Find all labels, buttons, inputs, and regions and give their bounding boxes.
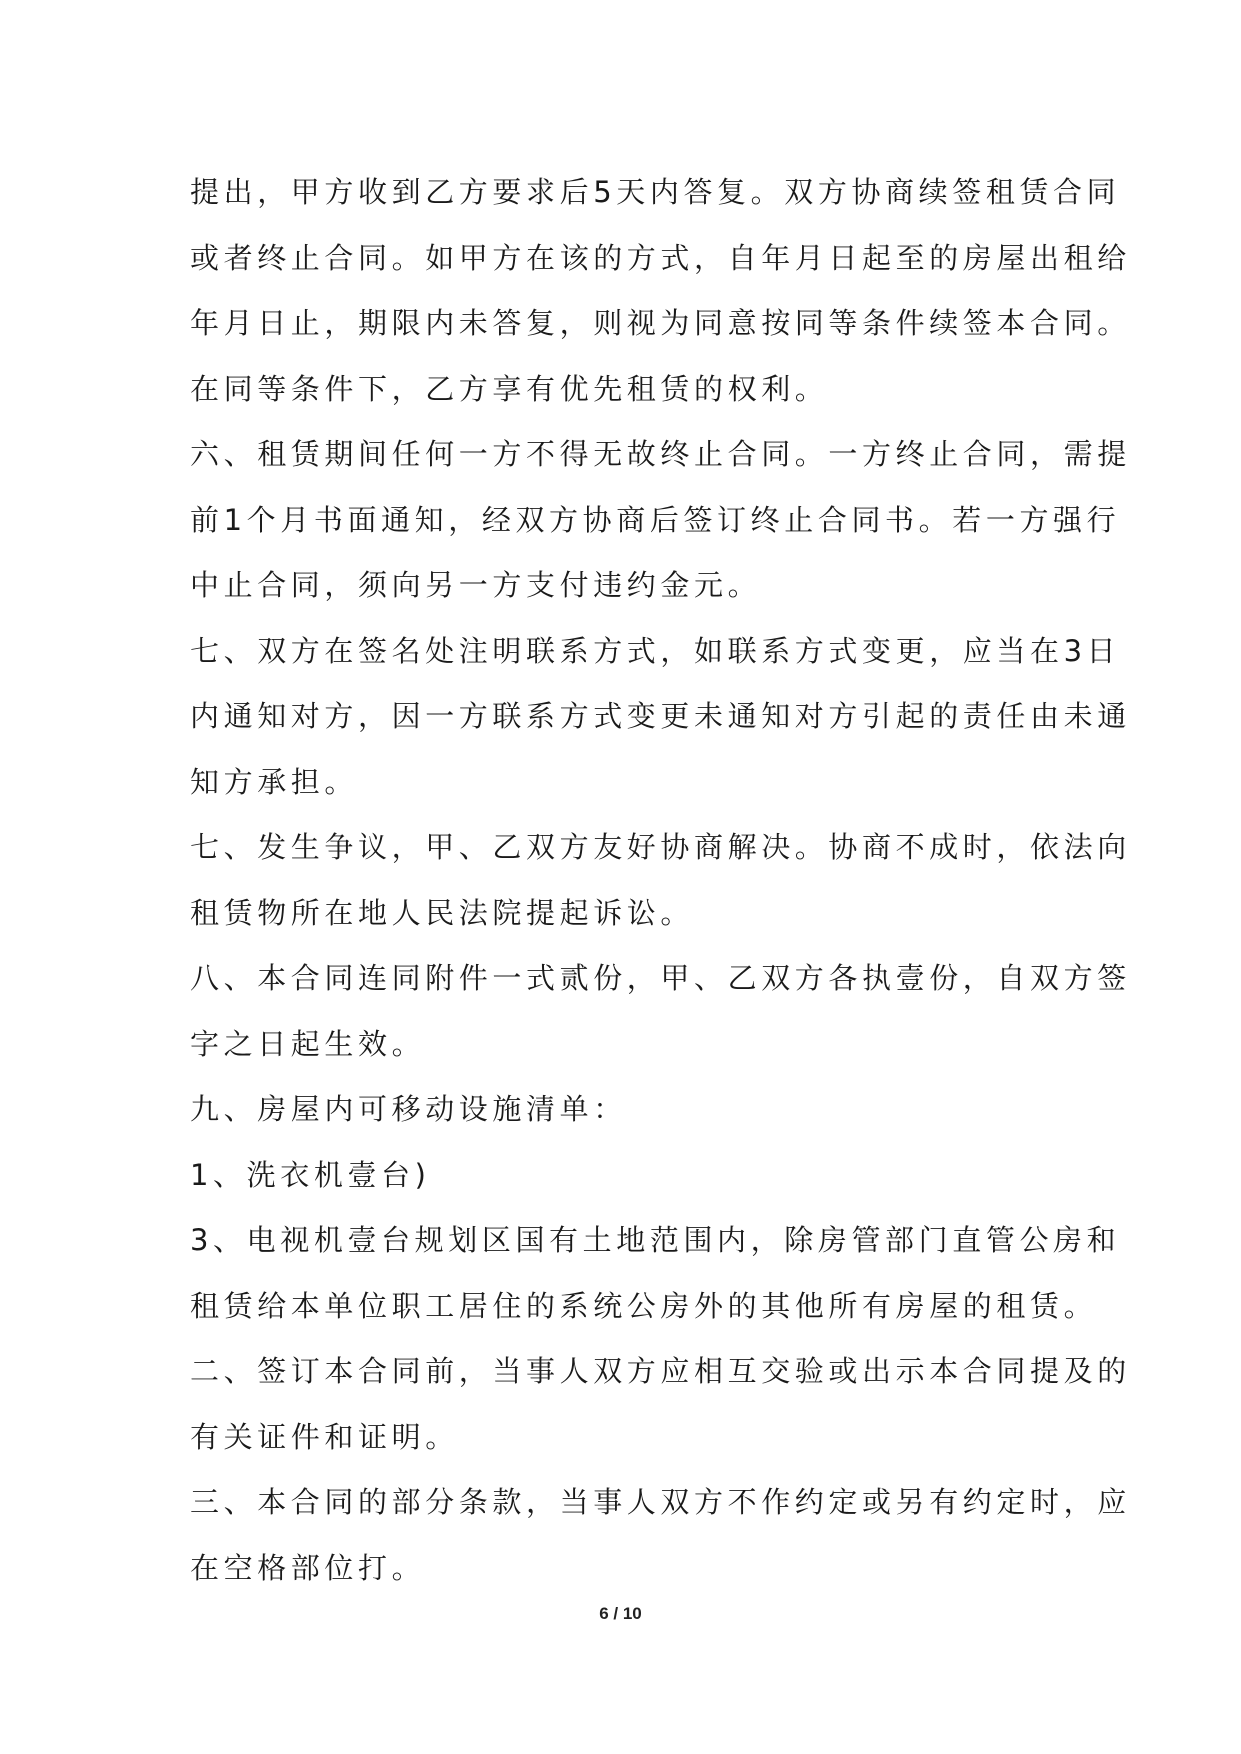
body-line: 租赁物所在地人民法院提起诉讼。 [190, 895, 695, 930]
body-line: 在同等条件下，乙方享有优先租赁的权利。 [190, 371, 829, 406]
body-line: 3、电视机壹台规划区国有土地范围内，除房管部门直管公房和 [190, 1223, 1121, 1257]
body-line: 中止合同，须向另一方支付违约金元。 [190, 568, 762, 602]
body-line: 租赁给本单位职工居住的系统公房外的其他所有房屋的租赁。 [190, 1288, 1098, 1323]
body-line: 1、洗衣机壹台) [190, 1157, 431, 1192]
body-line: 在空格部位打。 [190, 1550, 426, 1585]
document-body [190, 160, 1131, 1601]
body-line: 年月日止，期限内未答复，则视为同意按同等条件续签本合同。 [190, 306, 1131, 340]
body-line: 六、租赁期间任何一方不得无故终止合同。一方终止合同，需提 [190, 437, 1131, 471]
body-line: 内通知对方，因一方联系方式变更未通知对方引起的责任由未通 [190, 699, 1131, 733]
body-line: 七、双方在签名处注明联系方式，如联系方式变更，应当在3日 [190, 633, 1121, 668]
body-line: 八、本合同连同附件一式贰份，甲、乙双方各执壹份，自双方签 [190, 961, 1131, 995]
body-line: 前1个月书面通知，经双方协商后签订终止合同书。若一方强行 [190, 502, 1121, 537]
body-line: 二、签订本合同前，当事人双方应相互交验或出示本合同提及的 [190, 1354, 1131, 1388]
body-line: 字之日起生效。 [190, 1026, 426, 1061]
body-line: 或者终止合同。如甲方在该的方式，自年月日起至的房屋出租给 [190, 240, 1131, 275]
body-line: 九、房屋内可移动设施清单： [190, 1092, 627, 1126]
page-number: 6 / 10 [599, 1604, 642, 1623]
body-line: 三、本合同的部分条款，当事人双方不作约定或另有约定时，应 [190, 1485, 1131, 1519]
body-line: 提出，甲方收到乙方要求后5天内答复。双方协商续签租赁合同 [190, 175, 1121, 209]
body-line: 有关证件和证明。 [190, 1419, 459, 1454]
body-line: 知方承担。 [190, 764, 359, 799]
body-line: 七、发生争议，甲、乙双方友好协商解决。协商不成时，依法向 [190, 830, 1131, 864]
